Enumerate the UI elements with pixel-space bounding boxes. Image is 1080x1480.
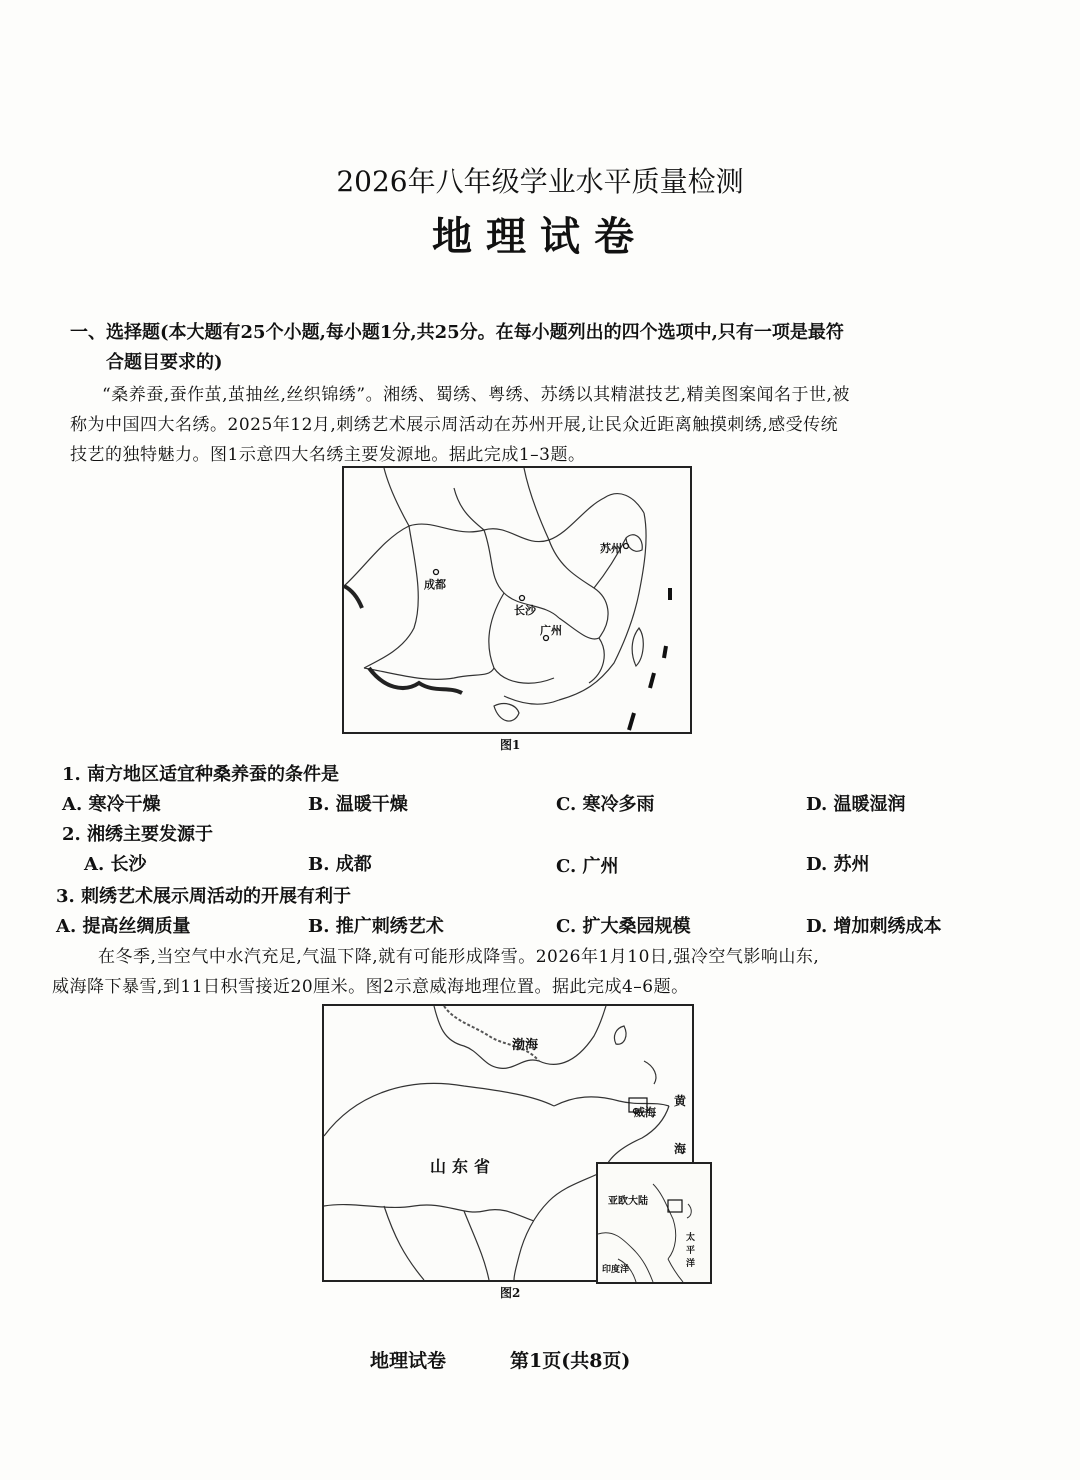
question3-option-c[interactable]: C. 扩大桑园规模 <box>556 916 691 937</box>
figure2-inset-map <box>596 1162 712 1284</box>
figure2-map <box>322 1004 694 1282</box>
passage2-line1: 在冬季,当空气中水汽充足,气温下降,就有可能形成降雪。2026年1月10日,强冷空气影响山东, <box>98 947 820 967</box>
label-huanghai-1: 黄 <box>674 1094 687 1108</box>
question3-option-a[interactable]: A. 提高丝绸质量 <box>56 916 191 937</box>
label-changsha: 长沙 <box>514 604 536 617</box>
passage2-line2: 威海降下暴雪,到11日积雪接近20厘米。图2示意威海地理位置。据此完成4–6题。 <box>52 977 689 997</box>
figure1-caption: 图1 <box>500 738 521 752</box>
question2-option-a[interactable]: A. 长沙 <box>84 854 147 875</box>
footer-page-number: 第1页(共8页) <box>510 1350 631 1372</box>
exam-subject-title: 地理试卷 <box>432 213 648 260</box>
question2-option-b[interactable]: B. 成都 <box>308 854 372 875</box>
exam-title: 2026年八年级学业水平质量检测 <box>336 165 744 198</box>
label-pacific: 太平洋 <box>686 1233 696 1269</box>
question2-option-d[interactable]: D. 苏州 <box>806 854 870 875</box>
question2-stem: 2. 湘绣主要发源于 <box>62 824 214 845</box>
south-china-map-drawing <box>344 468 690 732</box>
passage1-line3: 技艺的独特魅力。图1示意四大名绣主要发源地。据此完成1–3题。 <box>70 445 586 465</box>
label-huanghai-2: 海 <box>674 1142 687 1156</box>
label-suzhou: 苏州 <box>600 542 622 555</box>
passage1-line2: 称为中国四大名绣。2025年12月,刺绣艺术展示周活动在苏州开展,让民众近距离触摸刺绣,感受传统 <box>70 415 839 435</box>
question2-option-c[interactable]: C. 广州 <box>556 856 619 877</box>
label-indian: 印度洋 <box>602 1265 630 1275</box>
question3-option-d[interactable]: D. 增加刺绣成本 <box>806 916 942 937</box>
question1-option-a[interactable]: A. 寒冷干燥 <box>62 794 161 815</box>
section-heading-line2: 合题目要求的) <box>106 352 223 373</box>
label-shandong: 山东省 <box>430 1157 497 1176</box>
label-asia: 亚欧大陆 <box>608 1196 648 1207</box>
label-weihai: 威海 <box>634 1106 656 1119</box>
question3-stem: 3. 刺绣艺术展示周活动的开展有利于 <box>56 886 352 907</box>
question1-stem: 1. 南方地区适宜种桑养蚕的条件是 <box>62 764 340 785</box>
figure1-map <box>342 466 692 734</box>
passage1-line1: “桑养蚕,蚕作茧,茧抽丝,丝织锦绣”。湘绣、蜀绣、粤绣、苏绣以其精湛技艺,精美图案闻名于世,被 <box>102 385 850 405</box>
question1-option-b[interactable]: B. 温暖干燥 <box>308 794 408 815</box>
section-heading-line1: 一、选择题(本大题有25个小题,每小题1分,共25分。在每小题列出的四个选项中,只有一项是最符 <box>70 322 844 343</box>
question1-option-c[interactable]: C. 寒冷多雨 <box>556 794 655 815</box>
label-bohai: 渤海 <box>512 1038 539 1053</box>
footer-subject: 地理试卷 <box>370 1350 447 1372</box>
question3-option-b[interactable]: B. 推广刺绣艺术 <box>308 916 444 937</box>
label-chengdu: 成都 <box>424 578 446 591</box>
label-guangzhou: 广州 <box>540 624 562 637</box>
question1-option-d[interactable]: D. 温暖湿润 <box>806 794 906 815</box>
figure2-caption: 图2 <box>500 1286 521 1300</box>
